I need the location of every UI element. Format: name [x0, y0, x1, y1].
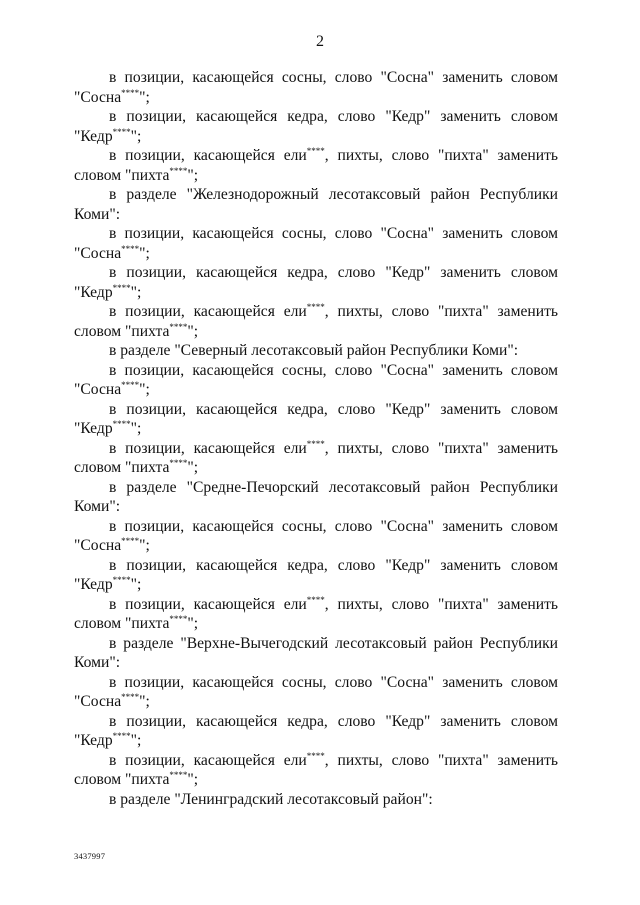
footnote-marker: ****	[306, 594, 325, 605]
paragraph-text: в разделе "Средне-Печорский лесотаксовый район Республики Коми":	[74, 478, 558, 515]
paragraph-text: ";	[130, 127, 142, 145]
footnote-marker: ****	[121, 692, 140, 702]
amendment-paragraph	[74, 146, 558, 185]
paragraph-text: в позиции, касающейся сосны, слово "Сосна" заменить словом "Сосна	[74, 225, 558, 262]
paragraph-text: ";	[187, 459, 199, 476]
footnote-marker: ****	[306, 302, 325, 312]
amendment-paragraph	[74, 400, 558, 439]
paragraph-text: в позиции, касающейся кедра, слово "Кедр" заменить словом "Кедр	[74, 556, 558, 593]
paragraph-text: в позиции, касающейся ели	[109, 595, 307, 613]
paragraph-text: ";	[187, 166, 199, 184]
footnote-marker: ****	[169, 770, 188, 780]
document-body	[74, 68, 558, 809]
paragraph-text: в позиции, касающейся кедра, слово "Кедр" заменить словом "Кедр	[74, 108, 558, 145]
amendment-paragraph	[74, 341, 558, 361]
paragraph-text: , пихты, слово "пихта" заменить словом "пихта	[74, 147, 559, 184]
amendment-paragraph	[74, 68, 558, 107]
paragraph-text: ";	[130, 283, 142, 301]
paragraph-text: в позиции, касающейся ели	[109, 303, 307, 320]
amendment-paragraph	[74, 556, 558, 595]
paragraph-text: , пихты, слово "пихта" заменить словом "пихта	[74, 303, 559, 340]
document-id: 3437997	[74, 851, 106, 861]
paragraph-text: в позиции, касающейся кедра, слово "Кедр" заменить словом "Кедр	[74, 264, 558, 301]
paragraph-text: в разделе "Верхне-Вычегодский лесотаксовый район Республики Коми":	[74, 634, 558, 671]
paragraph-text: в позиции, касающейся сосны, слово "Сосна" заменить словом "Сосна	[74, 673, 558, 710]
page-number: 2	[316, 33, 324, 50]
paragraph-text: ";	[130, 576, 142, 593]
amendment-paragraph	[74, 302, 558, 341]
paragraph-text: в разделе "Северный лесотаксовый район Республики Коми":	[109, 342, 519, 359]
paragraph-text: , пихты, слово "пихта" заменить словом "пихта	[74, 439, 559, 476]
paragraph-text: ";	[187, 615, 199, 632]
amendment-paragraph	[74, 361, 558, 400]
paragraph-text: в разделе "Ленинградский лесотаксовый район":	[109, 790, 433, 808]
paragraph-text: в позиции, касающейся сосны, слово "Сосна" заменить словом "Сосна	[74, 517, 558, 554]
amendment-paragraph	[74, 517, 558, 556]
footnote-marker: ****	[112, 282, 131, 293]
paragraph-text: ";	[130, 732, 142, 749]
paragraph-text: ";	[139, 88, 150, 106]
paragraph-text: в позиции, касающейся ели	[109, 751, 307, 769]
paragraph-text: ";	[139, 244, 150, 262]
amendment-paragraph	[74, 224, 558, 263]
amendment-paragraph	[74, 478, 558, 517]
footnote-marker: ****	[112, 575, 131, 585]
paragraph-text: в позиции, касающейся сосны, слово "Сосна" заменить словом "Сосна	[74, 361, 558, 398]
footnote-marker: ****	[121, 87, 140, 98]
paragraph-text: , пихты, слово "пихта" заменить словом "пихта	[74, 751, 559, 788]
footnote-marker: ****	[121, 380, 140, 390]
footnote-marker: ****	[169, 321, 188, 332]
paragraph-text: ";	[139, 693, 150, 710]
paragraph-text: ";	[139, 537, 150, 554]
paragraph-text: ";	[187, 322, 199, 340]
paragraph-text: в позиции, касающейся сосны, слово "Сосна" заменить словом "Сосна	[74, 69, 558, 106]
footnote-marker: ****	[112, 419, 131, 429]
paragraph-text: в позиции, касающейся кедра, слово "Кедр" заменить словом "Кедр	[74, 712, 558, 749]
paragraph-text: ";	[130, 420, 142, 437]
footnote-marker: ****	[169, 165, 188, 176]
footnote-marker: ****	[169, 614, 188, 624]
amendment-paragraph	[74, 263, 558, 302]
paragraph-text: ";	[187, 771, 199, 788]
amendment-paragraph	[74, 439, 558, 478]
footnote-marker: ****	[306, 750, 325, 761]
paragraph-text: ";	[139, 381, 150, 398]
footnote-marker: ****	[121, 243, 140, 254]
amendment-paragraph	[74, 751, 558, 790]
amendment-paragraph	[74, 790, 558, 810]
footnote-marker: ****	[169, 458, 188, 468]
footnote-marker: ****	[306, 146, 325, 156]
paragraph-text: в разделе "Железнодорожный лесотаксовый район Республики Коми":	[74, 186, 558, 223]
paragraph-text: в позиции, касающейся ели	[109, 439, 307, 457]
footnote-marker: ****	[112, 126, 131, 137]
paragraph-text: в позиции, касающейся ели	[109, 147, 307, 164]
footnote-marker: ****	[306, 438, 325, 449]
amendment-paragraph	[74, 634, 558, 673]
amendment-paragraph	[74, 673, 558, 712]
amendment-paragraph	[74, 185, 558, 224]
amendment-paragraph	[74, 595, 558, 634]
amendment-paragraph	[74, 712, 558, 751]
footnote-marker: ****	[121, 536, 140, 546]
paragraph-text: в позиции, касающейся кедра, слово "Кедр" заменить словом "Кедр	[74, 400, 558, 437]
paragraph-text: , пихты, слово "пихта" заменить словом "пихта	[74, 595, 559, 632]
footnote-marker: ****	[112, 731, 131, 741]
amendment-paragraph	[74, 107, 558, 146]
